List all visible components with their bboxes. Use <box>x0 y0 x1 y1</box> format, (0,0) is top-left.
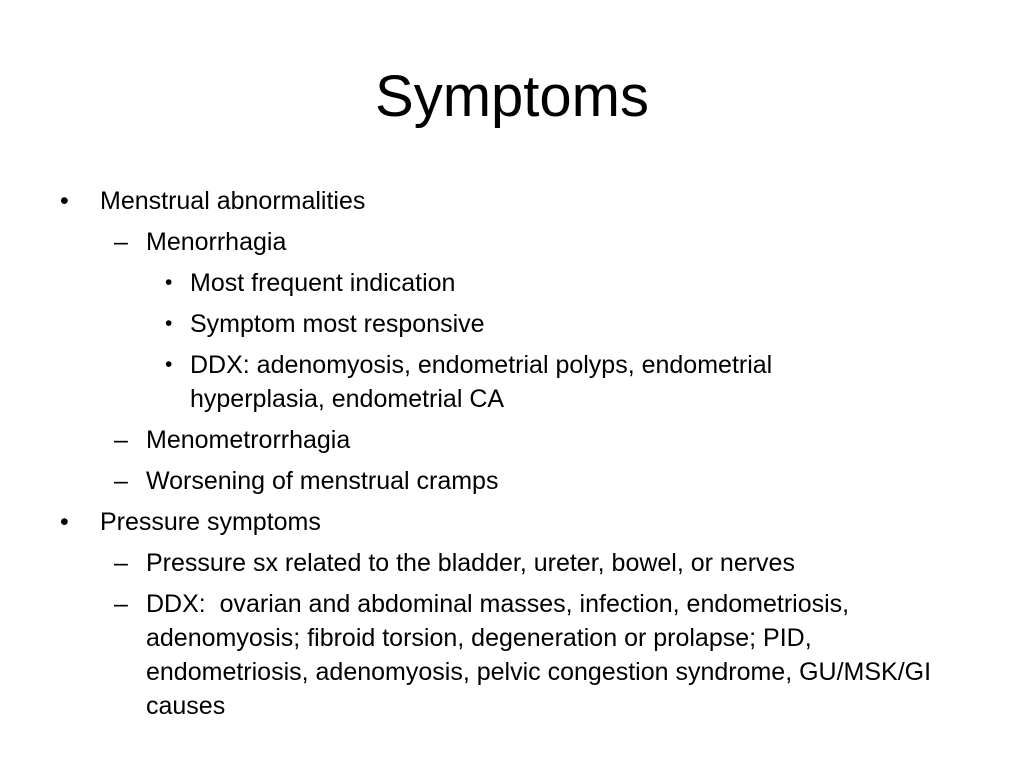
bullet-item <box>0 505 1024 539</box>
dash-marker: – <box>114 549 128 577</box>
sub-sub-bullet-item <box>0 307 1024 341</box>
sub-bullet-item <box>0 423 1024 457</box>
bullet-marker: • <box>165 353 173 376</box>
bullet-marker: • <box>165 312 173 335</box>
bullet-marker: • <box>60 508 69 536</box>
sub-sub-bullet-text: Most frequent indication <box>190 269 456 297</box>
bullet-marker: • <box>60 187 69 215</box>
sub-bullet-item <box>0 225 1024 259</box>
sub-sub-bullet-item <box>0 266 1024 300</box>
bullet-text: Pressure symptoms <box>100 508 321 536</box>
dash-marker: – <box>114 467 128 495</box>
sub-bullet-item <box>0 587 1024 723</box>
sub-bullet-text: Worsening of menstrual cramps <box>146 467 499 495</box>
sub-bullet-item <box>0 546 1024 580</box>
dash-marker: – <box>114 228 128 256</box>
sub-bullet-text: Pressure sx related to the bladder, ureter, bowel, or nerves <box>146 549 795 577</box>
bullet-list <box>0 184 1024 730</box>
sub-sub-bullet-item <box>0 348 1024 416</box>
sub-bullet-item <box>0 464 1024 498</box>
slide-title: Symptoms <box>375 64 649 129</box>
sub-sub-bullet-text: Symptom most responsive <box>190 310 485 338</box>
sub-sub-bullet-text: DDX: adenomyosis, endometrial polyps, endometrial hyperplasia, endometrial CA <box>190 351 773 413</box>
bullet-item <box>0 184 1024 218</box>
dash-marker: – <box>114 590 128 618</box>
sub-bullet-text: Menometrorrhagia <box>146 426 351 454</box>
sub-bullet-text: DDX: ovarian and abdominal masses, infection, endometriosis, adenomyosis; fibroid torsion, degeneration or prolapse; PID, endometriosis, adenomyosis, pelvic congestion syndrome, GU/MSK/GI causes <box>146 590 939 720</box>
bullet-marker: • <box>165 271 173 294</box>
bullet-text: Menstrual abnormalities <box>100 187 366 215</box>
sub-bullet-text: Menorrhagia <box>146 228 287 256</box>
dash-marker: – <box>114 426 128 454</box>
